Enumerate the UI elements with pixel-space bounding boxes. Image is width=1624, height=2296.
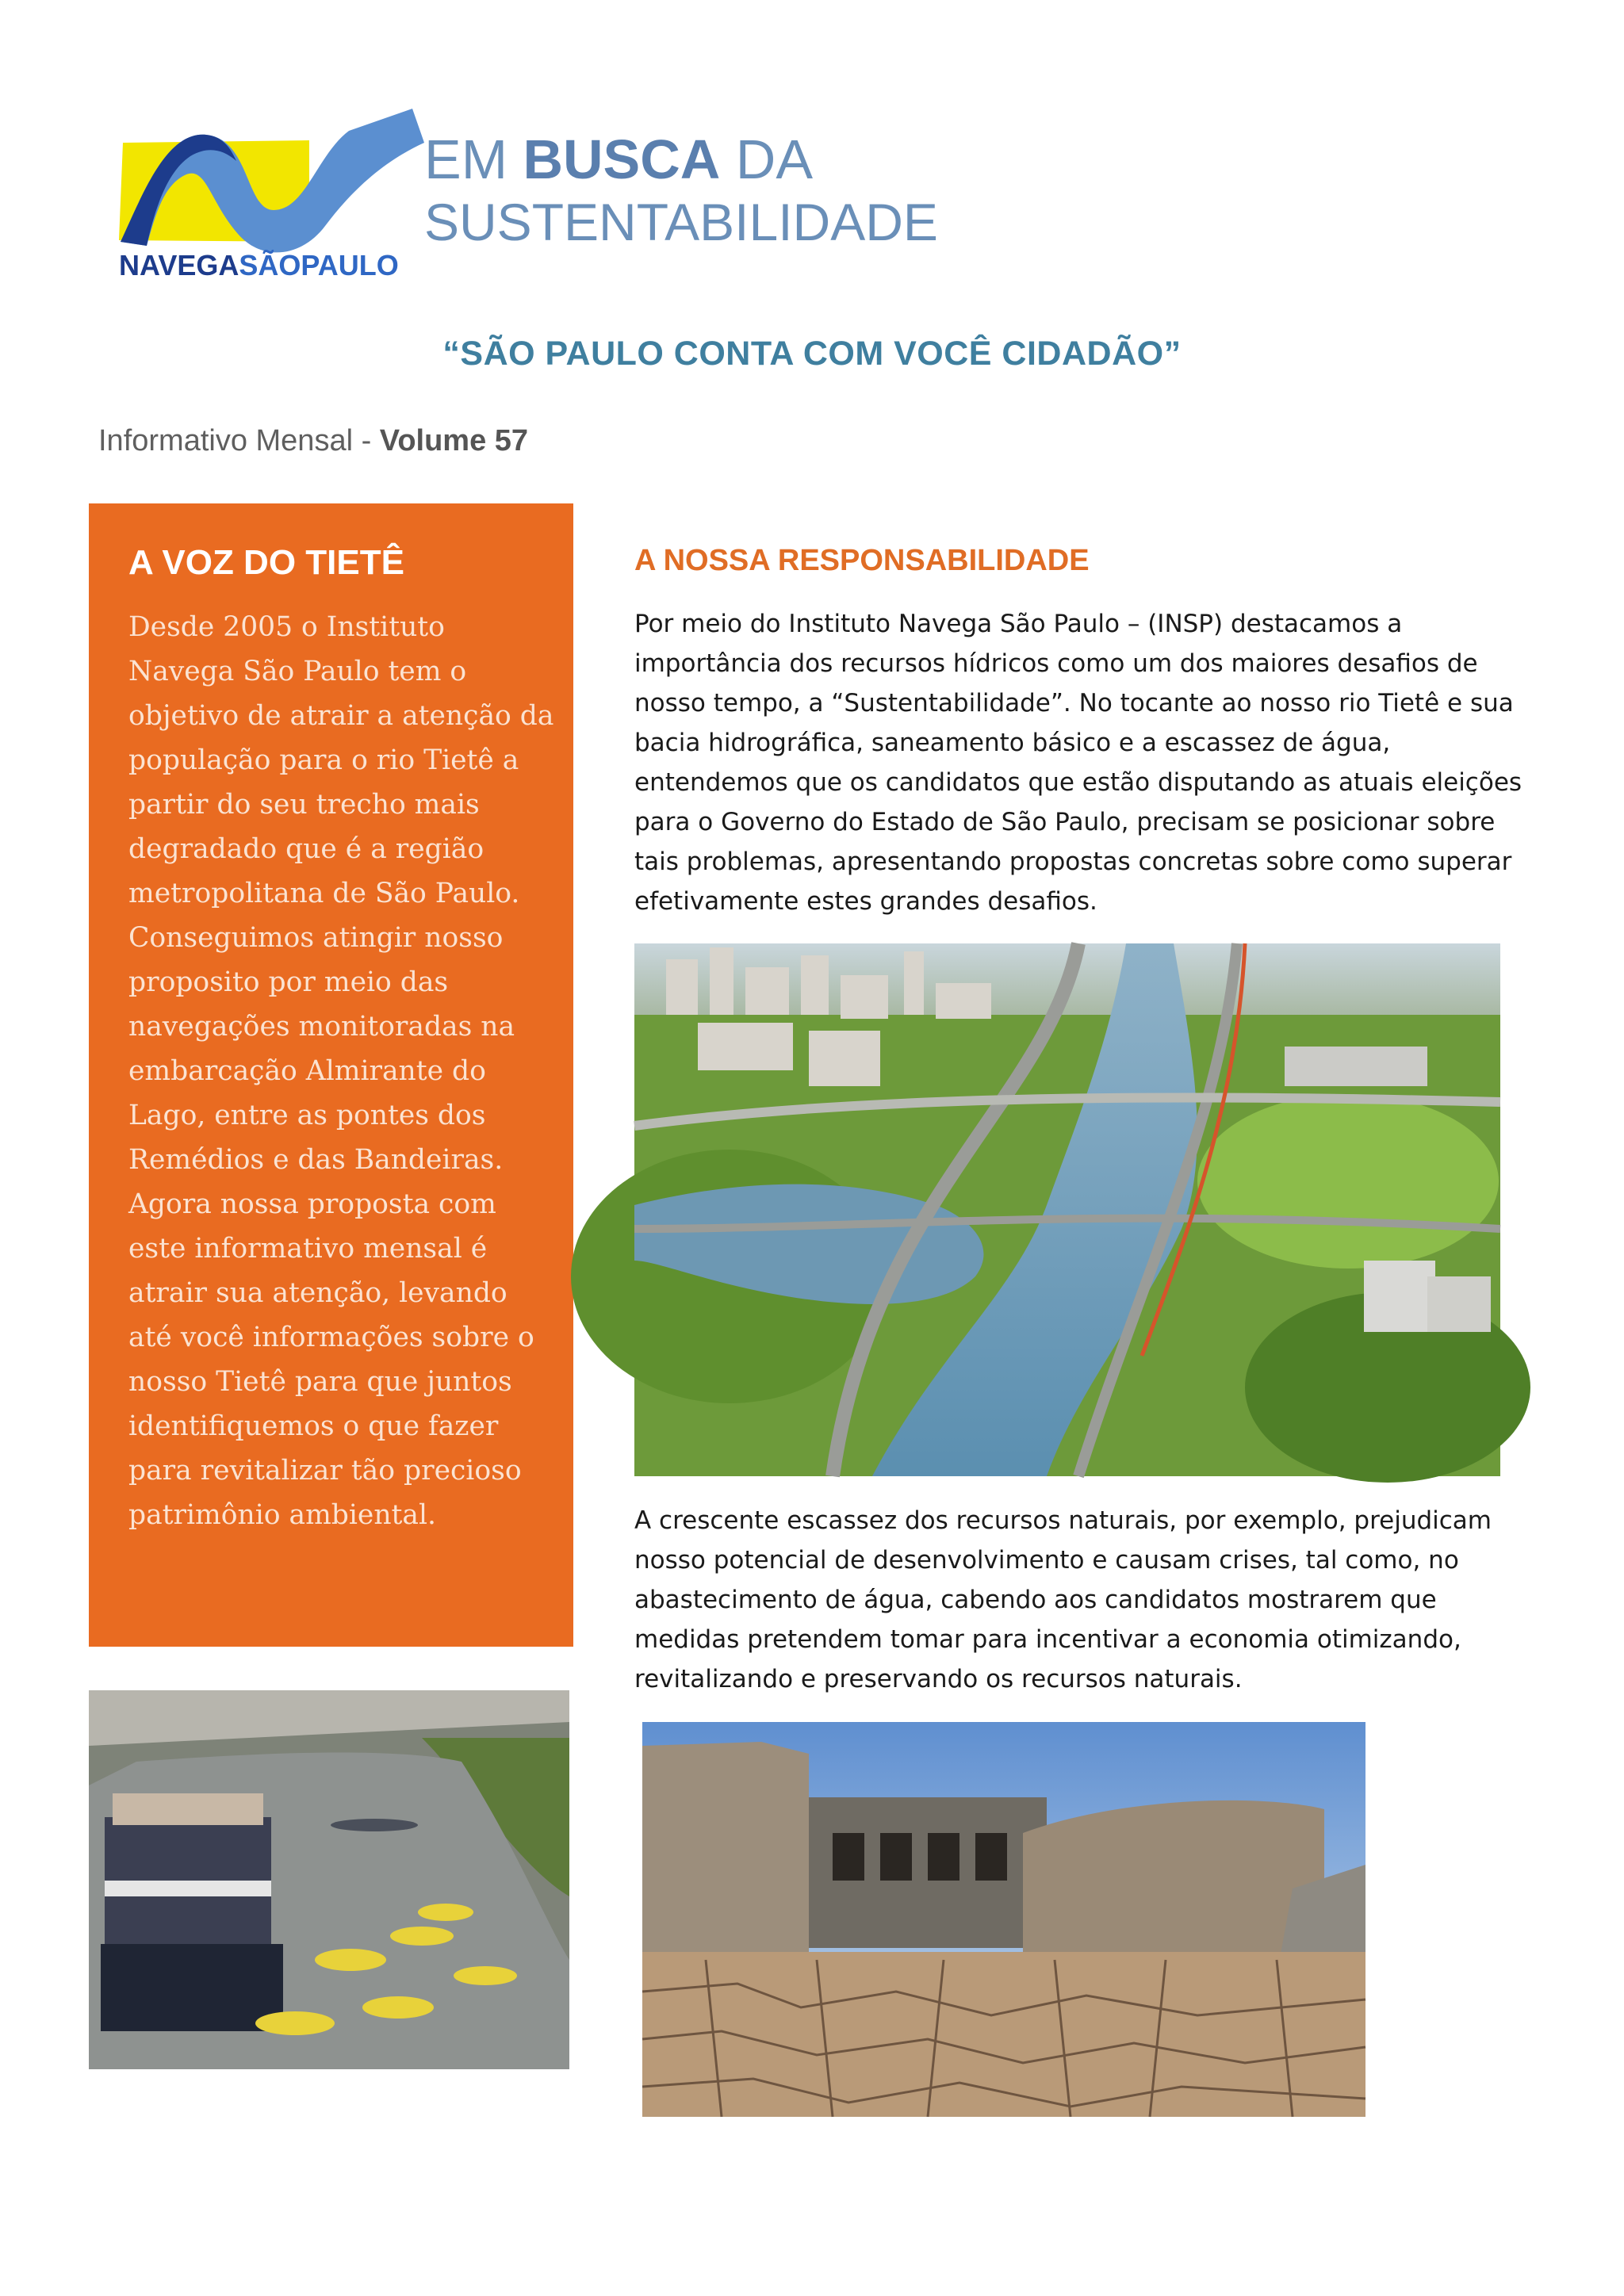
volume-line [98, 424, 528, 458]
dry-dam-photo [642, 1722, 1365, 2117]
boat-river-image-icon [89, 1690, 569, 2069]
logo-headline-line1: EM BUSCA DA [424, 128, 814, 190]
sidebar-title: A VOZ DO TIETÊ [128, 543, 404, 582]
section-title: A NOSSA RESPONSABILIDADE [634, 544, 1090, 577]
logo [111, 99, 938, 297]
dry-reservoir-image-icon [642, 1722, 1365, 2117]
slogan: “SÃO PAULO CONTA COM VOCÊ CIDADÃO” [442, 335, 1182, 373]
navega-sao-paulo-logo-icon [111, 99, 938, 297]
paragraph-1: Por meio do Instituto Navega São Paulo – (INSP) destacamos a importância dos recursos hídricos como um dos maiores desafios de nosso tempo, a “Sustentabilidade”. No tocante ao nosso rio Tietê e sua bacia hidrográfica, saneamento básico e a escassez de água, entendemos que os candidatos que estão disputando as atuais eleições para o Governo do Estado de São Paulo, precisam se posicionar sobre tais problemas, apresentando propostas concretas sobre como superar efetivamente estes grandes desafios. [634, 610, 1522, 916]
aerial-river-image-icon [634, 943, 1500, 1476]
logo-headline-line2: SUSTENTABILIDADE [424, 193, 938, 251]
logo-brand-text: NAVEGASÃOPAULO [119, 249, 399, 281]
paragraph-2: A crescente escassez dos recursos naturais, por exemplo, prejudicam nosso potencial de desenvolvimento e causam crises, tal como, no abastecimento de água, cabendo aos candidatos mostrarem que medidas pretendem tomar para incentivar a economia otimizando, revitalizando e preservando os recursos naturais. [634, 1506, 1492, 1693]
volume-prefix: Informativo Mensal - [98, 424, 380, 457]
boat-rafts-photo [89, 1690, 569, 2069]
sidebar-text: Desde 2005 o Instituto Navega São Paulo tem o objetivo de atrair a atenção da população para o rio Tietê a partir do seu trecho mais degradado que é a região metropolitana de São Paulo. Conseguimos atingir nosso proposito por meio das navegações monitoradas na embarcação Almirante do Lago, entre as pontes dos Remédios e das Bandeiras. Agora nossa proposta com este informativo mensal é atrair sua atenção, levando até você informações sobre o nosso Tietê para que juntos identifiquemos o que fazer para revitalizar tão precioso patrimônio ambiental. [128, 611, 554, 1531]
volume-number: Volume 57 [379, 424, 529, 457]
river-city-photo [634, 943, 1500, 1476]
sidebar-box [89, 503, 573, 1647]
